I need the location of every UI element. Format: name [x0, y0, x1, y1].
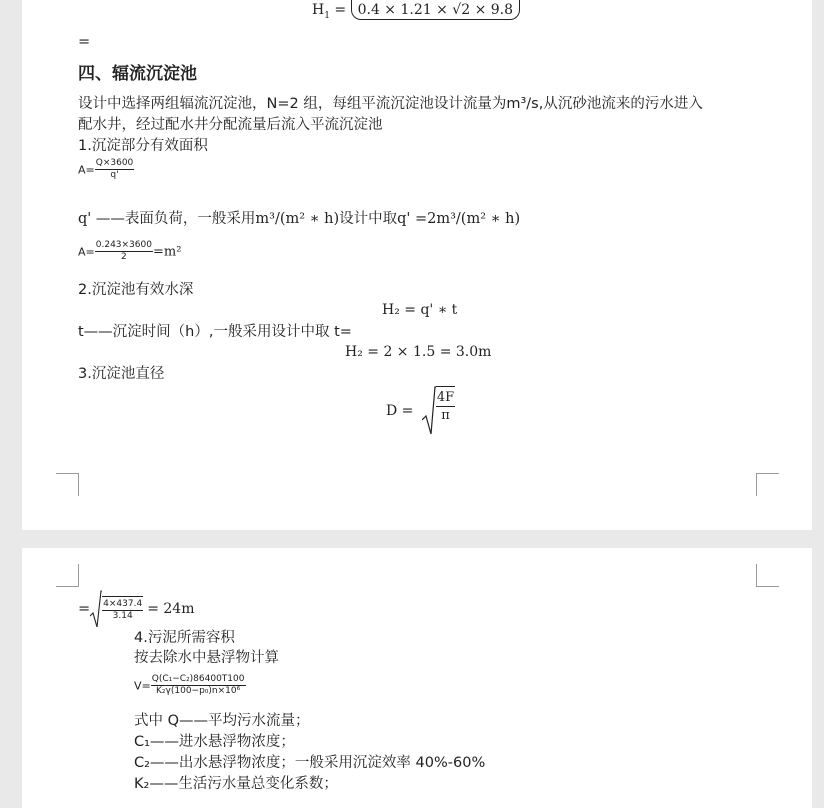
section-heading: 四、辐流沉淀池 [78, 64, 197, 84]
h2-formula: H₂ = q' ∗ t [382, 302, 458, 318]
definition-c2: C₂——出水悬浮物浓度；一般采用沉淀效率 40%-60% [134, 755, 486, 771]
volume-formula-den: K₂γ(100−p₀)n×10⁶ [156, 686, 241, 696]
area-formula-fraction [95, 158, 135, 181]
diameter-calc-lhs: = [78, 601, 91, 617]
diameter-calc [78, 590, 194, 628]
area-calc-rhs: =m² [152, 244, 182, 260]
area-calc-lhs: A= [78, 245, 95, 259]
area-formula-num: Q×3600 [95, 158, 134, 168]
h1-formula [312, 0, 520, 21]
diameter-num: 4F [436, 390, 455, 405]
h1-lhs-sub: 1 [324, 10, 330, 21]
corner-mark-bottom-right [756, 473, 779, 496]
intro-line-2: 配水井，经过配水井分配流量后流入平流沉淀池 [78, 117, 383, 133]
item4-subtitle: 按去除水中悬浮物计算 [134, 650, 279, 666]
corner-mark-top-left [56, 564, 79, 587]
item1-title: 1.沉淀部分有效面积 [78, 138, 208, 154]
corner-mark-bottom-left [56, 473, 79, 496]
area-formula-den: q' [110, 170, 119, 180]
lone-equals: = [78, 34, 91, 50]
t-definition: t——沉淀时间（h）,一般采用设计中取 t= [78, 324, 352, 340]
h1-lhs: H [312, 2, 325, 18]
volume-formula [134, 674, 246, 697]
area-calc-num: 0.243×3600 [95, 240, 152, 250]
corner-mark-top-right [756, 564, 779, 587]
h1-denominator: 0.4 × 1.21 × √2 × 9.8 [357, 2, 514, 18]
definition-c1: C₁——进水悬浮物浓度； [134, 734, 295, 750]
item4-title: 4.污泥所需容积 [134, 630, 235, 646]
item2-title: 2.沉淀池有效水深 [78, 282, 194, 298]
diameter-calc-rhs: = 24m [147, 601, 195, 617]
radical-icon [422, 386, 436, 436]
diameter-calc-fraction [102, 596, 143, 622]
item3-title: 3.沉淀池直径 [78, 366, 165, 382]
q-definition: q' ——表面负荷，一般采用m³/(m² ∗ h)设计中取q' =2m³/(m² ∗ h) [78, 211, 521, 227]
diameter-calc-num: 4×437.4 [103, 599, 143, 609]
volume-formula-num: Q(C₁−C₂)86400T100 [151, 674, 245, 684]
area-calc-fraction [95, 240, 153, 263]
document-page-2 [22, 548, 812, 808]
diameter-calc-den: 3.14 [112, 611, 133, 621]
diameter-formula [386, 386, 455, 436]
area-calc-den: 2 [120, 252, 127, 262]
volume-formula-fraction [151, 674, 246, 697]
radical-icon-2 [90, 590, 102, 628]
definition-k2: K₂——生活污水量总变化系数； [134, 776, 338, 792]
diameter-fraction [436, 386, 455, 436]
sqrt-symbol [422, 386, 455, 436]
h1-eq: = [334, 2, 347, 18]
definition-q: 式中 Q——平均污水流量； [134, 713, 310, 729]
intro-line-1: 设计中选择两组辐流沉淀池，N=2 组，每组平流沉淀池设计流量为m³/s,从沉砂池流来的污水进入 [78, 96, 703, 112]
diameter-den: π [441, 408, 450, 423]
area-calc [78, 240, 181, 263]
h2-calc: H₂ = 2 × 1.5 = 3.0m [345, 344, 492, 360]
area-formula-lhs: A= [78, 163, 95, 177]
volume-formula-lhs: V= [134, 679, 151, 693]
document-page-1 [22, 0, 812, 530]
area-formula [78, 158, 134, 181]
diameter-formula-lhs: D = [386, 403, 414, 419]
